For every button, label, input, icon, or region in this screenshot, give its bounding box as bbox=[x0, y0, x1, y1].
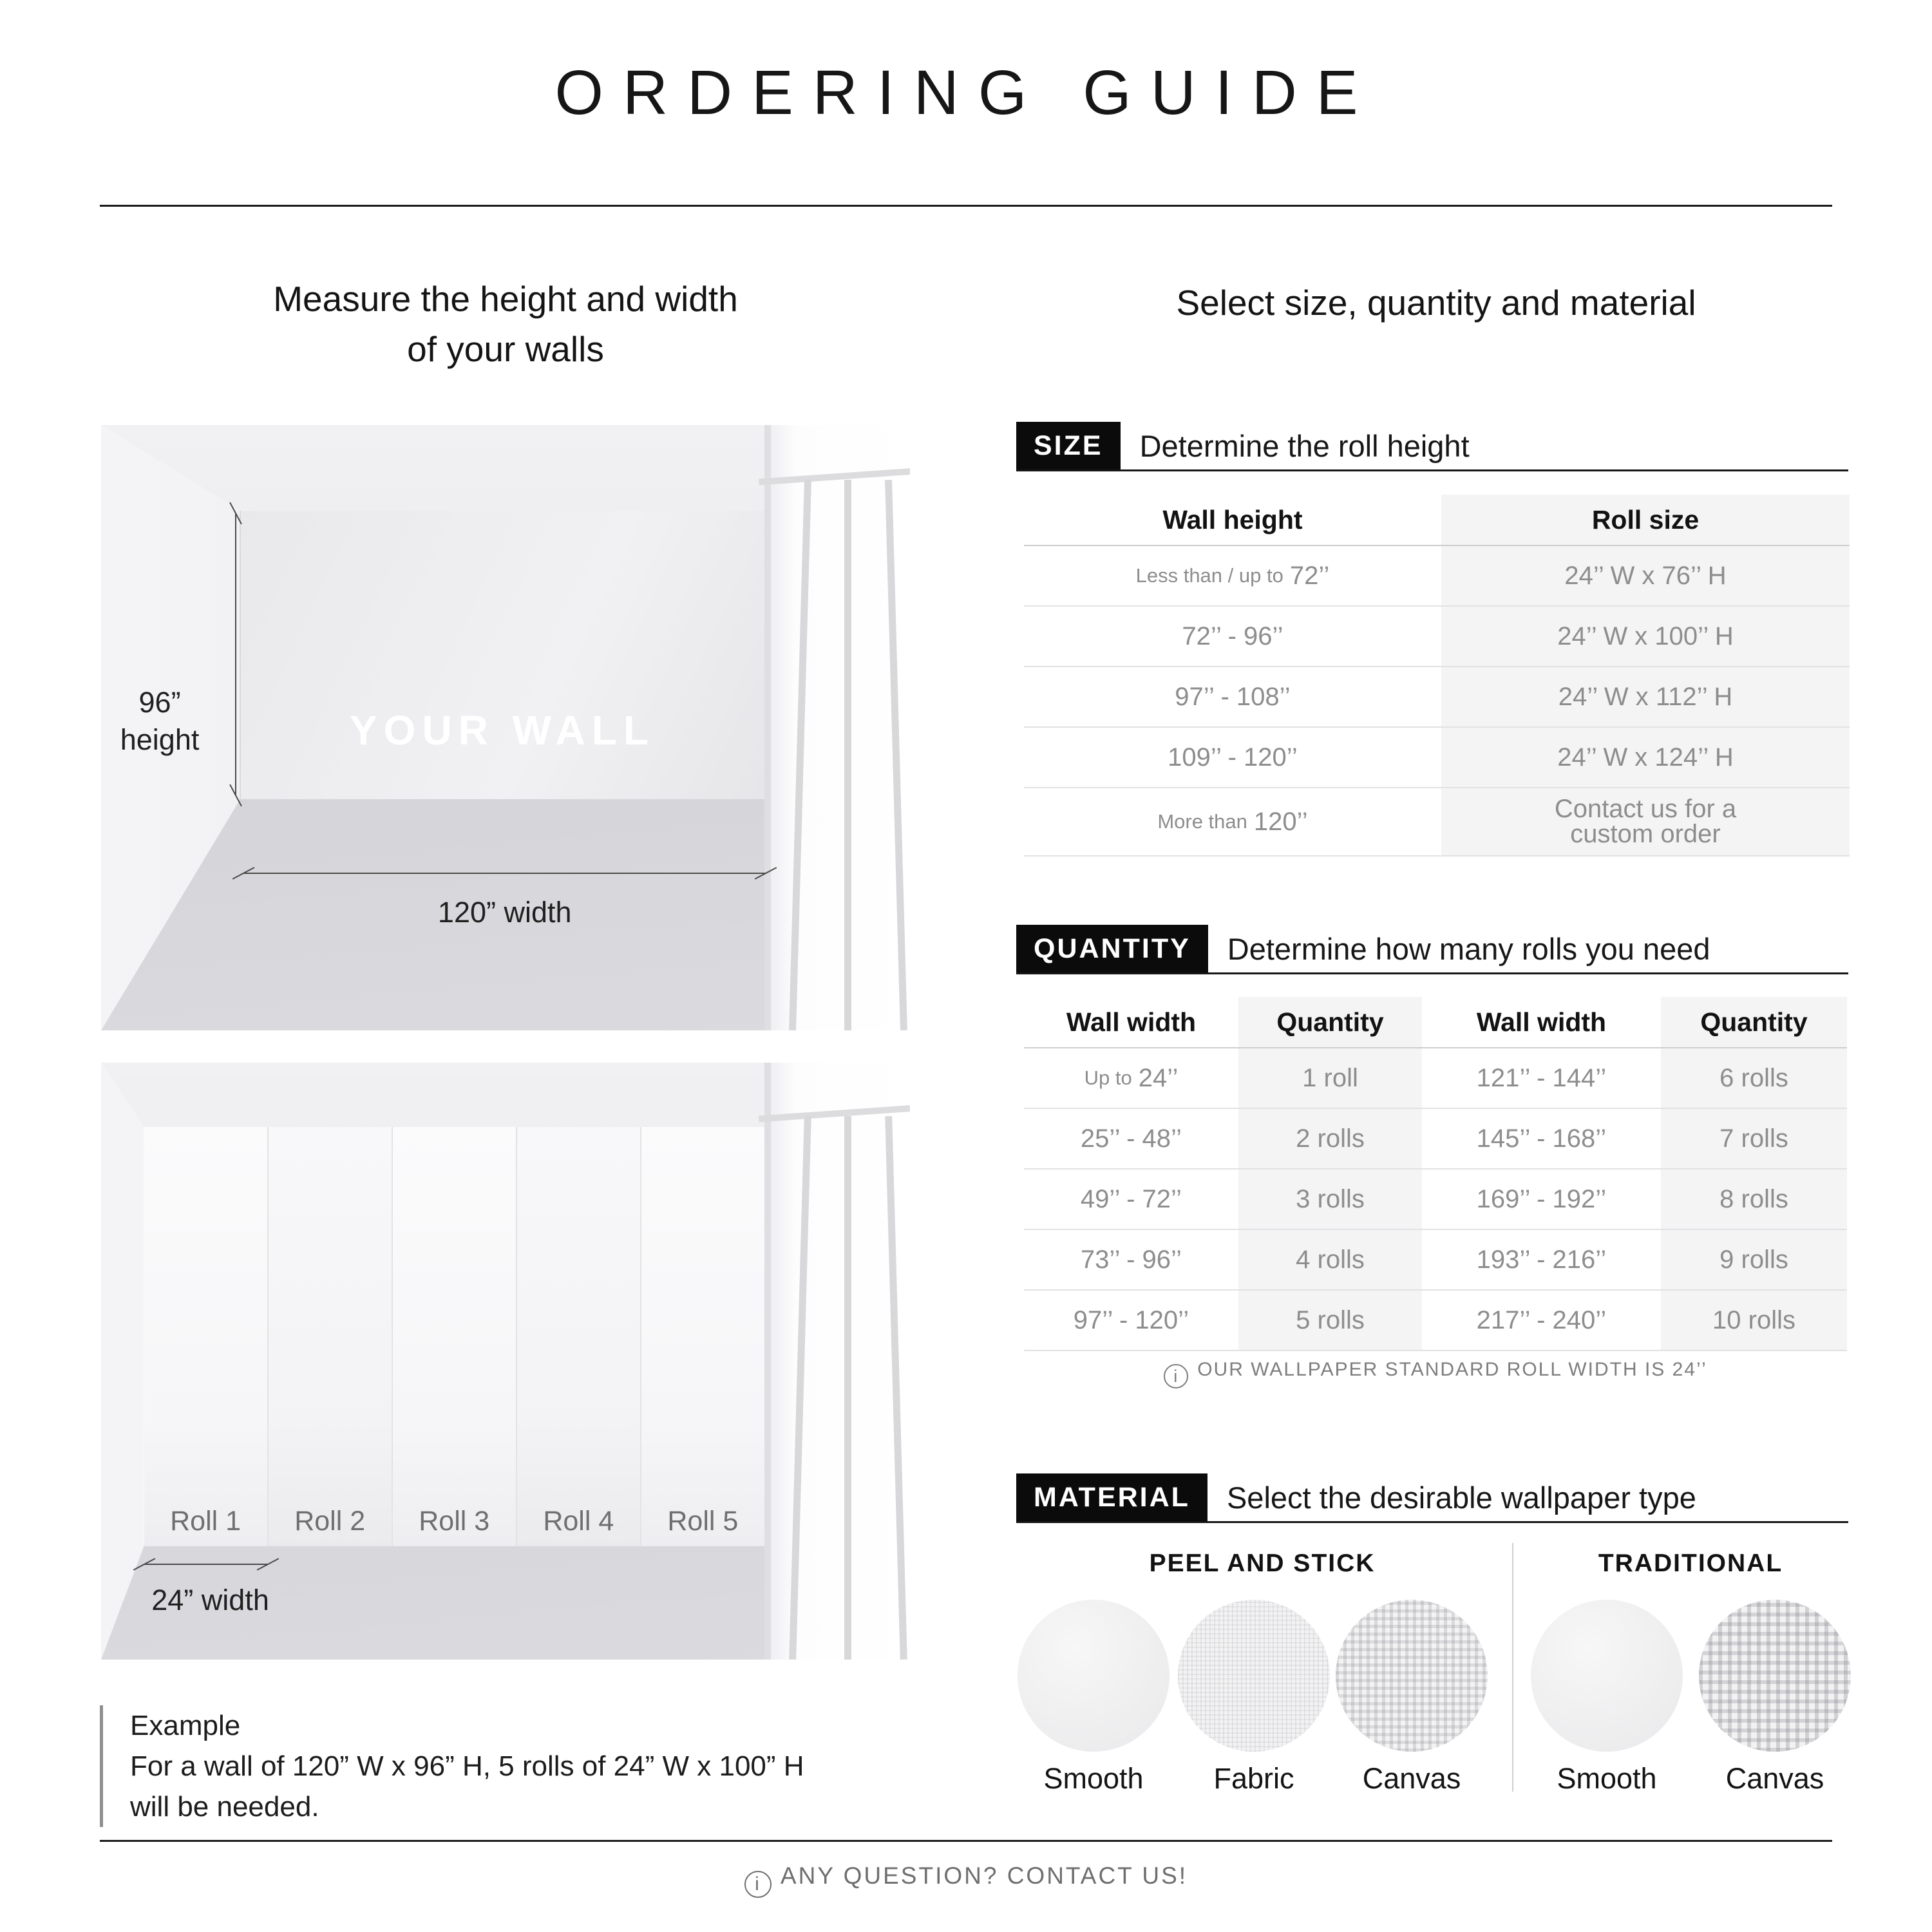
roll-label: Roll 5 bbox=[667, 1506, 739, 1537]
custom-order-text bbox=[1555, 797, 1736, 847]
wall-height-cell: 109’’ - 120’’ bbox=[1168, 743, 1298, 772]
window-mullion bbox=[844, 480, 851, 1030]
size-badge: SIZE bbox=[1016, 422, 1121, 470]
wallpaper-panel bbox=[517, 1127, 641, 1547]
example-title: Example bbox=[130, 1710, 241, 1741]
your-wall-label: YOUR WALL bbox=[349, 707, 655, 754]
window-frame bbox=[764, 425, 771, 1030]
roll-size-cell: 24’’ W x 124’’ H bbox=[1441, 728, 1850, 787]
width-dimension-line bbox=[243, 873, 766, 874]
quantity-cell: 5 rolls bbox=[1238, 1291, 1422, 1350]
window-mullion bbox=[885, 1116, 907, 1660]
roll-size-cell: 24’’ W x 76’’ H bbox=[1441, 546, 1850, 605]
quantity-cell: 8 rolls bbox=[1661, 1170, 1847, 1229]
wallpaper-panel bbox=[641, 1127, 764, 1547]
material-group-divider bbox=[1512, 1543, 1513, 1792]
quantity-cell: 10 rolls bbox=[1661, 1291, 1847, 1350]
wall-width-cell: 193’’ - 216’’ bbox=[1476, 1245, 1607, 1274]
info-icon: i bbox=[1164, 1364, 1188, 1388]
wall-width-cell: 97’’ - 120’’ bbox=[1073, 1305, 1189, 1334]
window-mullion bbox=[789, 1116, 811, 1660]
swatch-peel-canvas bbox=[1336, 1600, 1488, 1752]
material-section-rule bbox=[1016, 1521, 1848, 1523]
roll-width-note bbox=[1024, 1359, 1847, 1388]
quantity-table-row bbox=[1024, 1230, 1847, 1291]
size-table-header bbox=[1024, 495, 1850, 546]
measure-heading-line2: of your walls bbox=[407, 329, 604, 369]
back-wall bbox=[240, 511, 764, 799]
swatch-peel-fabric bbox=[1178, 1600, 1330, 1752]
quantity-section-rule bbox=[1016, 972, 1848, 974]
size-col-wall-height: Wall height bbox=[1162, 504, 1303, 535]
wall-width-cell: 145’’ - 168’’ bbox=[1476, 1124, 1607, 1153]
swatch-label: Smooth bbox=[1043, 1762, 1144, 1795]
height-word: height bbox=[120, 723, 200, 757]
wall-height-value: 72’’ bbox=[1289, 561, 1330, 590]
window-mullion bbox=[844, 1116, 851, 1660]
roll-size-cell: 24’’ W x 112’’ H bbox=[1441, 667, 1850, 726]
quantity-cell: 1 roll bbox=[1238, 1048, 1422, 1108]
size-table-row bbox=[1024, 667, 1850, 728]
window-mullion bbox=[789, 480, 811, 1030]
title-divider bbox=[100, 205, 1832, 207]
window bbox=[764, 1063, 910, 1660]
quantity-badge: QUANTITY bbox=[1016, 925, 1208, 973]
wallpaper-panel bbox=[269, 1127, 393, 1547]
quantity-cell: 9 rolls bbox=[1661, 1230, 1847, 1289]
size-col-roll-size: Roll size bbox=[1441, 495, 1850, 545]
quantity-section-header bbox=[1016, 925, 1848, 973]
window-mullion bbox=[885, 480, 907, 1030]
measure-heading bbox=[101, 274, 910, 374]
wall-width-prefix: Up to bbox=[1084, 1066, 1132, 1089]
material-section-title: Select the desirable wallpaper type bbox=[1226, 1481, 1696, 1515]
wall-height-prefix: Less than / up to bbox=[1135, 564, 1283, 587]
room-illustration-measured-wall bbox=[101, 425, 910, 1030]
wall-height-prefix: More than bbox=[1157, 810, 1247, 833]
wall-corner-line bbox=[240, 511, 241, 799]
swatch-peel-smooth bbox=[1018, 1600, 1170, 1752]
info-icon: i bbox=[744, 1871, 772, 1898]
wall-width-cell: 217’’ - 240’’ bbox=[1476, 1305, 1607, 1334]
size-table-row bbox=[1024, 788, 1850, 857]
peel-and-stick-label: PEEL AND STICK bbox=[1149, 1549, 1376, 1577]
quantity-cell: 3 rolls bbox=[1238, 1170, 1422, 1229]
height-value: 96” bbox=[138, 686, 181, 719]
roll-label: Roll 4 bbox=[543, 1506, 614, 1537]
qty-col-wall-width-1: Wall width bbox=[1066, 1007, 1197, 1037]
traditional-label: TRADITIONAL bbox=[1598, 1549, 1783, 1577]
footer-contact bbox=[0, 1862, 1932, 1898]
wall-height-cell bbox=[1024, 546, 1441, 605]
width-dimension-label: 120” width bbox=[437, 896, 572, 929]
roll-label: Roll 2 bbox=[294, 1506, 366, 1537]
swatch-label: Canvas bbox=[1725, 1762, 1824, 1795]
size-section-header bbox=[1016, 422, 1848, 470]
swatch-traditional-canvas bbox=[1699, 1600, 1851, 1752]
example-line2: will be needed. bbox=[130, 1791, 319, 1823]
wall-width-cell: 169’’ - 192’’ bbox=[1476, 1184, 1607, 1213]
wallpaper-panels bbox=[144, 1127, 764, 1547]
page-title: ORDERING GUIDE bbox=[554, 57, 1378, 128]
quantity-section-title: Determine how many rolls you need bbox=[1227, 932, 1710, 966]
height-dimension-label bbox=[101, 684, 218, 759]
wall-height-value: 120’’ bbox=[1253, 807, 1308, 836]
wall-width-cell bbox=[1024, 1048, 1238, 1108]
height-dimension-line bbox=[235, 513, 236, 795]
quantity-table bbox=[1024, 997, 1847, 1351]
quantity-table-row bbox=[1024, 1170, 1847, 1230]
qty-col-quantity-2: Quantity bbox=[1661, 997, 1847, 1047]
window bbox=[764, 425, 910, 1030]
custom-order-line1: Contact us for a bbox=[1554, 795, 1737, 823]
wall-width-cell: 49’’ - 72’’ bbox=[1080, 1184, 1182, 1213]
swatch-label: Fabric bbox=[1213, 1762, 1294, 1795]
quantity-table-row bbox=[1024, 1291, 1847, 1351]
window-frame bbox=[764, 1063, 771, 1660]
size-section-title: Determine the roll height bbox=[1139, 429, 1470, 463]
select-heading: Select size, quantity and material bbox=[1176, 283, 1696, 323]
footer-contact-text: ANY QUESTION? CONTACT US! bbox=[780, 1862, 1188, 1889]
footer-divider bbox=[100, 1840, 1832, 1842]
example-line1: For a wall of 120” W x 96” H, 5 rolls of 24” W x 100” H bbox=[130, 1750, 804, 1782]
qty-col-wall-width-2: Wall width bbox=[1476, 1007, 1607, 1037]
roll-width-note-text: OUR WALLPAPER STANDARD ROLL WIDTH IS 24’’ bbox=[1197, 1359, 1707, 1380]
size-table-row bbox=[1024, 607, 1850, 667]
size-table bbox=[1024, 495, 1850, 857]
size-section-rule bbox=[1016, 469, 1848, 471]
wallpaper-panel bbox=[144, 1127, 269, 1547]
quantity-table-row bbox=[1024, 1109, 1847, 1170]
swatch-traditional-smooth bbox=[1531, 1600, 1683, 1752]
material-section-header bbox=[1016, 1473, 1848, 1522]
wall-width-cell: 25’’ - 48’’ bbox=[1080, 1124, 1182, 1153]
swatch-label: Smooth bbox=[1557, 1762, 1657, 1795]
wall-width-cell: 121’’ - 144’’ bbox=[1476, 1063, 1607, 1092]
quantity-cell: 4 rolls bbox=[1238, 1230, 1422, 1289]
wallpaper-panel bbox=[393, 1127, 517, 1547]
roll-width-dimension-line bbox=[144, 1564, 269, 1565]
wall-height-cell: 72’’ - 96’’ bbox=[1182, 621, 1283, 650]
qty-col-quantity-1: Quantity bbox=[1238, 997, 1422, 1047]
measure-heading-line1: Measure the height and width bbox=[273, 279, 738, 319]
roll-label: Roll 3 bbox=[419, 1506, 490, 1537]
size-table-row bbox=[1024, 728, 1850, 788]
material-badge: MATERIAL bbox=[1016, 1473, 1208, 1522]
custom-order-line2: custom order bbox=[1570, 820, 1721, 848]
roll-label: Roll 1 bbox=[170, 1506, 242, 1537]
room-illustration-roll-layout bbox=[101, 1063, 910, 1660]
quantity-table-header bbox=[1024, 997, 1847, 1048]
quantity-cell: 2 rolls bbox=[1238, 1109, 1422, 1168]
wall-height-cell: 97’’ - 108’’ bbox=[1175, 682, 1291, 711]
roll-size-cell: 24’’ W x 100’’ H bbox=[1441, 607, 1850, 666]
quantity-cell: 6 rolls bbox=[1661, 1048, 1847, 1108]
quantity-cell: 7 rolls bbox=[1661, 1109, 1847, 1168]
size-table-row bbox=[1024, 546, 1850, 607]
wall-width-cell: 73’’ - 96’’ bbox=[1080, 1245, 1182, 1274]
swatch-label: Canvas bbox=[1362, 1762, 1461, 1795]
roll-width-dimension-label: 24” width bbox=[151, 1584, 269, 1617]
quantity-table-row bbox=[1024, 1048, 1847, 1109]
wall-height-cell bbox=[1024, 788, 1441, 855]
example-note bbox=[100, 1705, 918, 1827]
wall-width-value: 24’’ bbox=[1138, 1063, 1179, 1092]
roll-size-cell bbox=[1441, 788, 1850, 855]
